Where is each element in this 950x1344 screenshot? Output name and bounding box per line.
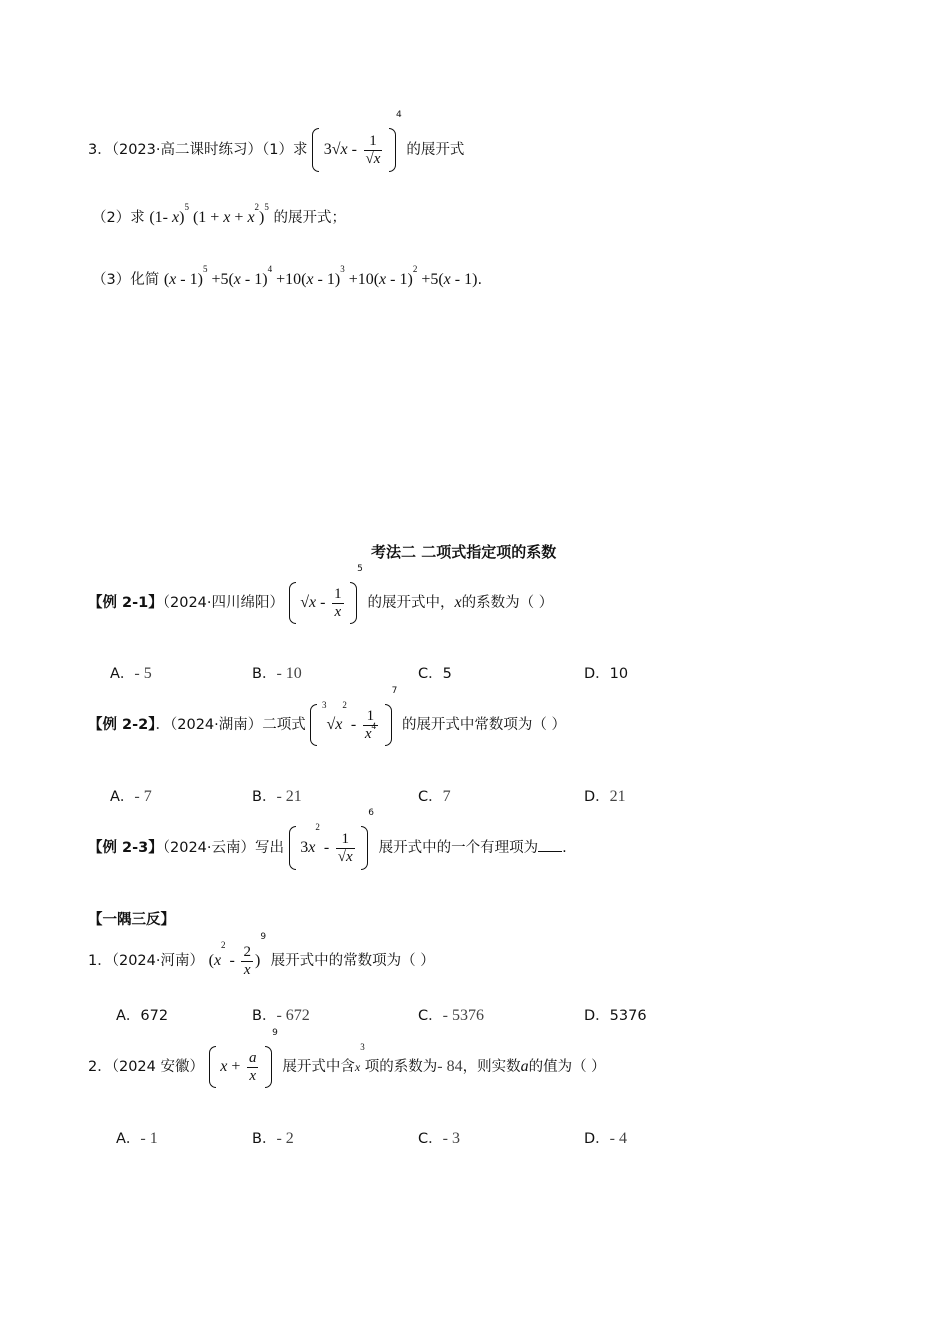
q3-line3 (92, 264, 483, 289)
q3-exponent: 4 (396, 110, 402, 120)
option-value: - 4 (609, 1130, 627, 1147)
q3-formula: 3√x - (323, 141, 357, 158)
option-value: - 3 (442, 1130, 460, 1147)
option-label: D． (584, 1008, 610, 1024)
practice-q1-option-a[interactable] (116, 1004, 168, 1025)
practice-q1-line: 1．（2024·河南） ($x^2$ - $\frac{2}{x}$ )$^9$ 展开式中的常数项为（ ） (88, 932, 435, 978)
option-label: C． (418, 666, 443, 682)
option-label: C． (418, 1131, 443, 1147)
practice-q2-coef: - 84 (437, 1058, 463, 1075)
ex21-fraction: $\frac{1}{x}$ (334, 586, 342, 620)
ex21-option-a[interactable] (110, 662, 152, 683)
ex22-text-a: 的展开式中常数项为（ ） (401, 717, 567, 733)
q3-suffix: 的展开式 (406, 142, 465, 158)
option-value: 5376 (609, 1008, 647, 1024)
ex23-source: （2024·云南）写出 (162, 840, 285, 856)
option-value: 5 (442, 666, 452, 682)
paren-left (209, 1046, 216, 1088)
ex21-source: （2024·四川绵阳） (162, 595, 285, 611)
ex22-fraction: $\frac{1}{x^4}$ (364, 708, 376, 742)
option-label: C． (418, 789, 443, 805)
q3-part3-formula: (x - 1)$^5$ +5(x - 1)$^4$ +10(x - 1)$^3$ +10(x - 1)$^2$ +5(x - 1) (163, 264, 478, 288)
ex23-fraction: $\frac{1}{√x}$ (337, 831, 353, 865)
paren-left (310, 704, 317, 746)
ex22-option-d[interactable] (584, 785, 626, 806)
option-value: - 1 (140, 1130, 158, 1147)
ex22-exponent: 7 (391, 686, 398, 696)
ex21-option-b[interactable] (252, 662, 302, 683)
ex21-option-c[interactable] (418, 662, 452, 683)
paren-right (350, 582, 357, 624)
answer-blank[interactable] (538, 837, 562, 852)
practice-q2-text-d: 的值为（ ） (528, 1059, 606, 1075)
ex21-tag: 【例 2-1】 (88, 595, 163, 611)
option-value: - 7 (134, 788, 152, 805)
paren-left (289, 582, 296, 624)
paren-right (361, 826, 368, 870)
ex21-line: 【例 2-1】（2024·四川绵阳） √x - $\frac{1}{x}$ $^5$ 的展开式中，x的系数为（ ） (88, 582, 553, 624)
practice-q1-option-c[interactable] (418, 1004, 484, 1025)
option-value: - 5376 (442, 1007, 484, 1024)
ex22-option-a[interactable] (110, 785, 152, 806)
paren-left (289, 826, 296, 870)
option-label: A． (116, 1131, 141, 1147)
ex21-option-d[interactable] (584, 662, 628, 683)
practice-q2-option-d[interactable] (584, 1127, 627, 1148)
ex22-tag: 【例 2-2】 (88, 717, 156, 733)
q3-prefix: 3．（2023·高二课时练习）（1）求 (88, 142, 308, 158)
option-value: 672 (140, 1008, 169, 1024)
q3-part3-prefix: （3）化简 (92, 272, 160, 288)
option-value: - 21 (276, 788, 302, 805)
ex22-line: 【例 2-2】．（2024·湖南）二项式 $^3√x^2$ - $\frac{1}{x^4}$ $^7$ 的展开式中常数项为（ ） (88, 704, 566, 746)
option-label: D． (584, 666, 610, 682)
ex21-var: x (454, 594, 462, 611)
practice-q1-prefix: 1．（2024·河南） (88, 953, 204, 969)
ex22-source: ．（2024·湖南）二项式 (155, 717, 306, 733)
practice-q2-fraction: $\frac{a}{x}$ (248, 1050, 257, 1084)
paren-right (385, 704, 392, 746)
option-label: A． (110, 789, 135, 805)
section-title: 考法二 二项式指定项的系数 (371, 543, 557, 561)
practice-q2-text-c: ，则实数 (462, 1059, 521, 1075)
q3-part2-suffix: 的展开式； (273, 210, 346, 226)
practice-q2-option-b[interactable] (252, 1127, 294, 1148)
ex22-option-c[interactable] (418, 785, 451, 806)
practice-q1-option-d[interactable] (584, 1004, 647, 1025)
option-label: B． (252, 1008, 277, 1024)
practice-q2-text-a: 展开式中含 (282, 1059, 355, 1075)
option-value: - 5 (134, 665, 152, 682)
ex22-option-b[interactable] (252, 785, 302, 806)
practice-q2-option-c[interactable] (418, 1127, 460, 1148)
option-value: 10 (609, 666, 629, 682)
option-value: - 10 (276, 665, 302, 682)
option-label: A． (116, 1008, 141, 1024)
option-label: D． (584, 1131, 610, 1147)
ex21-exponent: 5 (357, 564, 363, 574)
ex23-line: 【例 2-3】（2024·云南）写出 $3x^2$ - $\frac{1}{√x}$ $^6$ 展开式中的一个有理项为 . (88, 826, 567, 870)
practice-q2-var: a (520, 1058, 529, 1075)
ex21-text-b: 的系数为（ ） (461, 595, 554, 611)
option-label: B． (252, 789, 277, 805)
practice-q2-line: 2．（2024 安徽） x + $\frac{a}{x}$ $^9$ 展开式中含$x^3$项的系数为- 84，则实数a的值为（ ） (88, 1046, 606, 1088)
q3-part2-prefix: （2）求 (92, 210, 145, 226)
practice-q1-text-a: 展开式中的常数项为（ ） (270, 953, 435, 969)
q3-part3-suffix: . (477, 272, 483, 288)
practice-q2-exponent: 9 (272, 1028, 278, 1038)
paren-right (265, 1046, 272, 1088)
q3-line2 (92, 202, 346, 227)
option-value: 21 (609, 788, 626, 805)
ex23-exponent: 6 (368, 808, 375, 818)
ex23-text-a: 展开式中的一个有理项为 (378, 840, 539, 856)
option-label: B． (252, 666, 277, 682)
practice-q2-option-a[interactable] (116, 1127, 158, 1148)
paren-left (312, 128, 319, 172)
q3-part2-formula: (1- x)$^5$ $(1 + x + x^2)^5$ (149, 202, 269, 226)
q3-line1 (88, 110, 465, 172)
practice-q1-exponent: 9 (260, 932, 267, 942)
ex23-tag: 【例 2-3】 (88, 840, 163, 856)
option-value: - 2 (276, 1130, 294, 1147)
paren-right (389, 128, 396, 172)
option-label: A． (110, 666, 135, 682)
option-label: B． (252, 1131, 277, 1147)
practice-q1-option-b[interactable] (252, 1004, 310, 1025)
practice-q2-text-b: 项的系数为 (364, 1059, 438, 1075)
practice-title: 【一隅三反】 (88, 912, 175, 928)
option-label: D． (584, 789, 610, 805)
option-value: 7 (442, 788, 451, 805)
practice-q2-prefix: 2．（2024 安徽） (88, 1059, 204, 1075)
option-value: - 672 (276, 1007, 310, 1024)
option-label: C． (418, 1008, 443, 1024)
practice-q1-fraction: $\frac{2}{x}$ (243, 944, 251, 978)
q3-fraction: $\frac{1}{√x}$ (365, 133, 381, 167)
ex21-text-a: 的展开式中， (367, 595, 455, 611)
ex23-end: . (562, 840, 567, 856)
